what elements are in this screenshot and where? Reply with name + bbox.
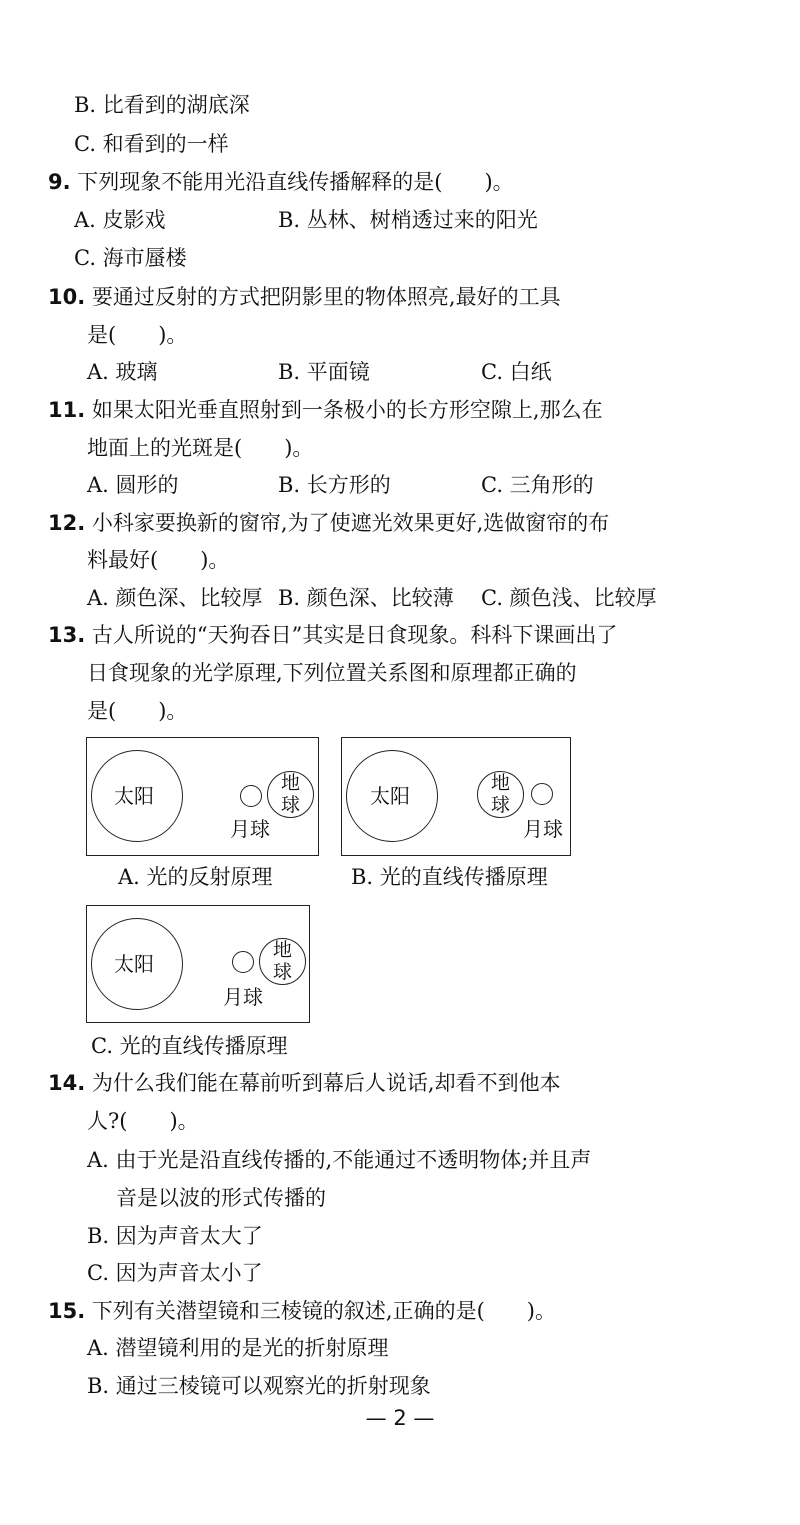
moon-circle bbox=[240, 785, 262, 807]
sun-label: 太阳 bbox=[114, 784, 154, 808]
q12-stem-line2: 料最好( )。 bbox=[87, 548, 230, 572]
q13-stem-line2: 日食现象的光学原理,下列位置关系图和原理都正确的 bbox=[87, 661, 577, 685]
q11-number: 11. bbox=[48, 398, 86, 422]
q9-option-b: B. 丛林、树梢透过来的阳光 bbox=[278, 208, 538, 232]
sun-label: 太阳 bbox=[370, 784, 410, 808]
q11-option-a: A. 圆形的 bbox=[87, 473, 179, 497]
q9-option-c: C. 海市蜃楼 bbox=[74, 246, 187, 270]
q9-stem-text: 下列现象不能用光沿直线传播解释的是( )。 bbox=[77, 170, 514, 194]
q14-number: 14. bbox=[48, 1071, 86, 1095]
earth-label-top: 地 bbox=[280, 772, 300, 794]
q14-option-a-line1: A. 由于光是沿直线传播的,不能通过不透明物体;并且声 bbox=[87, 1148, 592, 1172]
earth-label-bottom: 球 bbox=[280, 794, 300, 816]
moon-circle bbox=[531, 783, 553, 805]
q15-option-b: B. 通过三棱镜可以观察光的折射现象 bbox=[87, 1374, 431, 1398]
q14-stem-line1: 为什么我们能在幕前听到幕后人说话,却看不到他本 bbox=[91, 1071, 561, 1095]
q12-option-a: A. 颜色深、比较厚 bbox=[87, 586, 263, 610]
q12-stem-line1: 小科家要换新的窗帘,为了使遮光效果更好,选做窗帘的布 bbox=[91, 511, 610, 535]
q10-option-c: C. 白纸 bbox=[481, 360, 552, 384]
diagram-c bbox=[86, 905, 310, 1023]
diagram-a-caption: A. 光的反射原理 bbox=[118, 865, 273, 889]
moon-label: 月球 bbox=[223, 985, 263, 1009]
q8-option-b: B. 比看到的湖底深 bbox=[74, 93, 250, 117]
q10-stem-line2: 是( )。 bbox=[87, 323, 188, 347]
q14-stem bbox=[48, 1068, 561, 1098]
q15-option-a: A. 潜望镜利用的是光的折射原理 bbox=[87, 1336, 389, 1360]
q14-option-b: B. 因为声音太大了 bbox=[87, 1224, 263, 1248]
diagram-b-caption: B. 光的直线传播原理 bbox=[351, 865, 548, 889]
page-number: — 2 — bbox=[365, 1406, 435, 1430]
q14-option-c: C. 因为声音太小了 bbox=[87, 1261, 263, 1285]
earth-label-bottom: 球 bbox=[490, 794, 510, 816]
q12-number: 12. bbox=[48, 511, 86, 535]
moon-circle bbox=[232, 951, 254, 973]
sun-label: 太阳 bbox=[114, 952, 154, 976]
q10-option-a: A. 玻璃 bbox=[87, 360, 158, 384]
diagram-b bbox=[341, 737, 571, 856]
q10-stem bbox=[48, 282, 561, 312]
q9-option-a: A. 皮影戏 bbox=[74, 208, 166, 232]
q9-number: 9. bbox=[48, 170, 71, 194]
earth-label-top: 地 bbox=[490, 772, 510, 794]
q11-stem bbox=[48, 395, 603, 425]
q8-option-c: C. 和看到的一样 bbox=[74, 132, 229, 156]
q13-number: 13. bbox=[48, 623, 86, 647]
q11-stem-line1: 如果太阳光垂直照射到一条极小的长方形空隙上,那么在 bbox=[91, 398, 603, 422]
q11-stem-line2: 地面上的光斑是( )。 bbox=[87, 436, 314, 460]
q15-stem bbox=[48, 1296, 556, 1326]
q10-number: 10. bbox=[48, 285, 86, 309]
q12-option-b: B. 颜色深、比较薄 bbox=[278, 586, 454, 610]
diagram-a bbox=[86, 737, 319, 856]
q11-option-c: C. 三角形的 bbox=[481, 473, 594, 497]
moon-label: 月球 bbox=[230, 817, 270, 841]
q15-stem-text: 下列有关潜望镜和三棱镜的叙述,正确的是( )。 bbox=[91, 1299, 556, 1323]
earth-label-top: 地 bbox=[272, 939, 292, 961]
q13-stem bbox=[48, 620, 617, 650]
moon-label: 月球 bbox=[523, 817, 563, 841]
q9-stem bbox=[48, 167, 514, 197]
q10-option-b: B. 平面镜 bbox=[278, 360, 370, 384]
q14-option-a-line2: 音是以波的形式传播的 bbox=[116, 1186, 326, 1210]
earth-label-bottom: 球 bbox=[272, 961, 292, 983]
q14-stem-line2: 人?( )。 bbox=[87, 1109, 199, 1133]
q10-stem-line1: 要通过反射的方式把阴影里的物体照亮,最好的工具 bbox=[91, 285, 561, 309]
q13-stem-line1: 古人所说的“天狗吞日”其实是日食现象。科科下课画出了 bbox=[91, 623, 618, 647]
q12-stem bbox=[48, 508, 609, 538]
q15-number: 15. bbox=[48, 1299, 86, 1323]
q13-stem-line3: 是( )。 bbox=[87, 699, 188, 723]
diagram-c-caption: C. 光的直线传播原理 bbox=[91, 1034, 288, 1058]
q11-option-b: B. 长方形的 bbox=[278, 473, 391, 497]
q12-option-c: C. 颜色浅、比较厚 bbox=[481, 586, 657, 610]
